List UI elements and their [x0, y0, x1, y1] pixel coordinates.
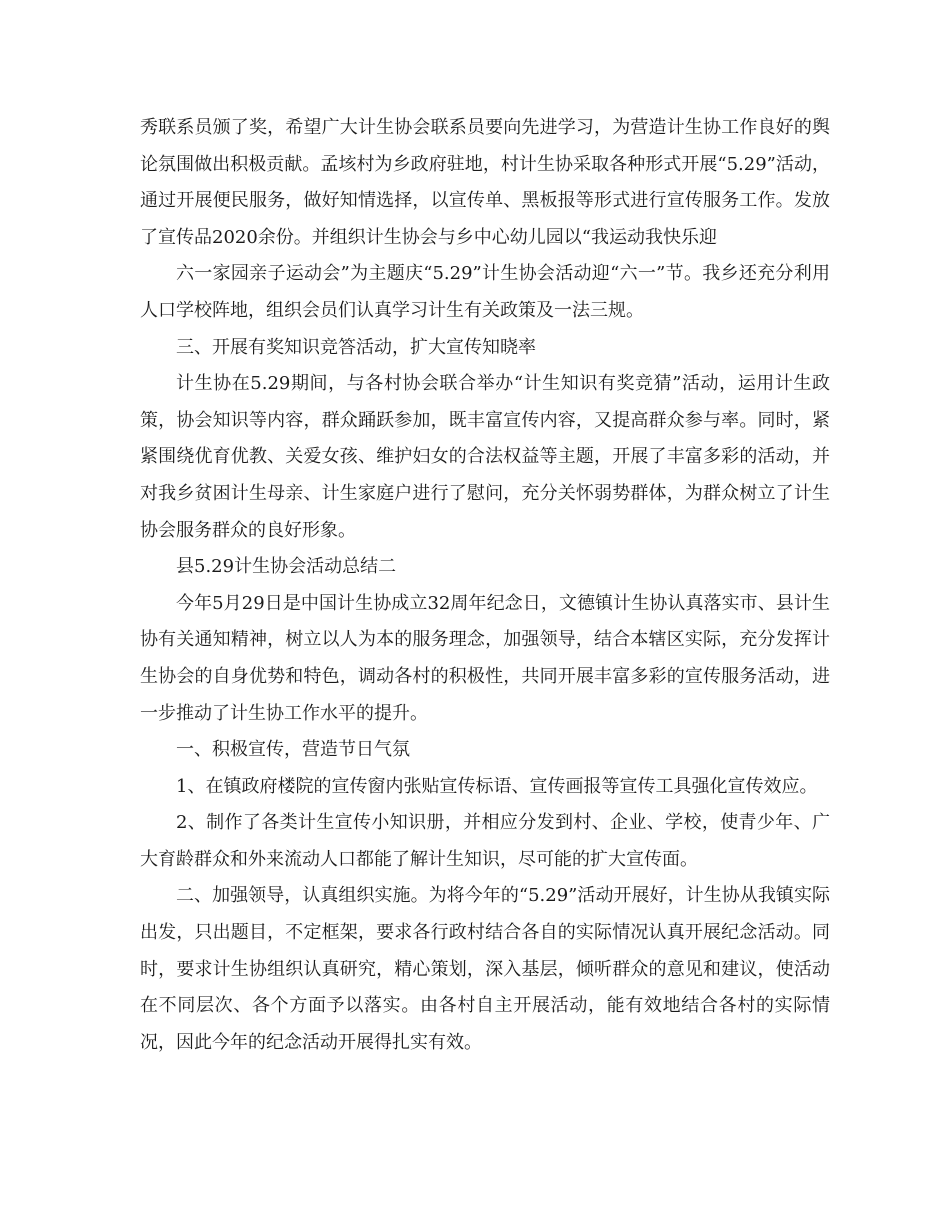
paragraph-1: 秀联系员颁了奖，希望广大计生协会联系员要向先进学习，为营造计生协工作良好的舆论氛围做出积极贡献。孟垓村为乡政府驻地，村计生协采取各种形式开展“5.29”活动，通过开展便民服务，做好知情选择，以宣传单、黑板报等形式进行宣传服务工作。发放了宣传品2020余份。并组织计生协会与乡中心幼儿园以“我运动我快乐迎 — [140, 117, 830, 248]
section-heading-2: 二、加强领导，认真组织实施。为将今年的“5.29”活动开展好，计生协从我镇实际出发，只出题目，不定框架，要求各行政村结合各自的实际情况认真开展纪念活动。同时，要求计生协组织认真研究，精心策划，深入基层，倾听群众的意见和建议，使活动在不同层次、各个方面予以落实。由各村自主开展活动，能有效地结合各村的实际情况，因此今年的纪念活动开展得扎实有效。 — [140, 885, 830, 1053]
section-heading-3: 三、开展有奖知识竞答活动，扩大宣传知晓率 — [176, 336, 536, 358]
paragraph-6: 今年5月29日是中国计生协成立32周年纪念日，文德镇计生协认真落实市、县计生协有关通知精神，树立以人为本的服务理念，加强领导，结合本辖区实际，充分发挥计生协会的自身优势和特色，调动各村的积极性，共同开展丰富多彩的宣传服务活动，进一步推动了计生协工作水平的提升。 — [140, 592, 830, 724]
document-body — [140, 110, 830, 1061]
paragraph-4: 计生协在5.29期间，与各村协会联合举办“计生知识有奖竞猜”活动，运用计生政策，协会知识等内容，群众踊跃参加，既丰富宣传内容，又提高群众参与率。同时，紧紧围绕优育优教、关爱女孩、维护妇女的合法权益等主题，开展了丰富多彩的活动，并对我乡贫困计生母亲、计生家庭户进行了慰问，充分关怀弱势群体，为群众树立了计生协会服务群众的良好形象。 — [140, 373, 830, 541]
section-heading-1: 一、积极宣传，营造节日气氛 — [176, 739, 410, 761]
list-item-2: 2、制作了各类计生宣传小知识册，并相应分发到村、企业、学校，使青少年、广大育龄群众和外来流动人口都能了解计生知识，尽可能的扩大宣传面。 — [140, 812, 830, 870]
list-item-1: 1、在镇政府楼院的宣传窗内张贴宣传标语、宣传画报等宣传工具强化宣传效应。 — [176, 775, 818, 797]
paragraph-2: 六一家园亲子运动会”为主题庆“5.29”计生协会活动迎“六一”节。我乡还充分利用人口学校阵地，组织会员们认真学习计生有关政策及一法三规。 — [140, 263, 830, 321]
summary-title-2: 县5.29计生协会活动总结二 — [176, 556, 397, 578]
